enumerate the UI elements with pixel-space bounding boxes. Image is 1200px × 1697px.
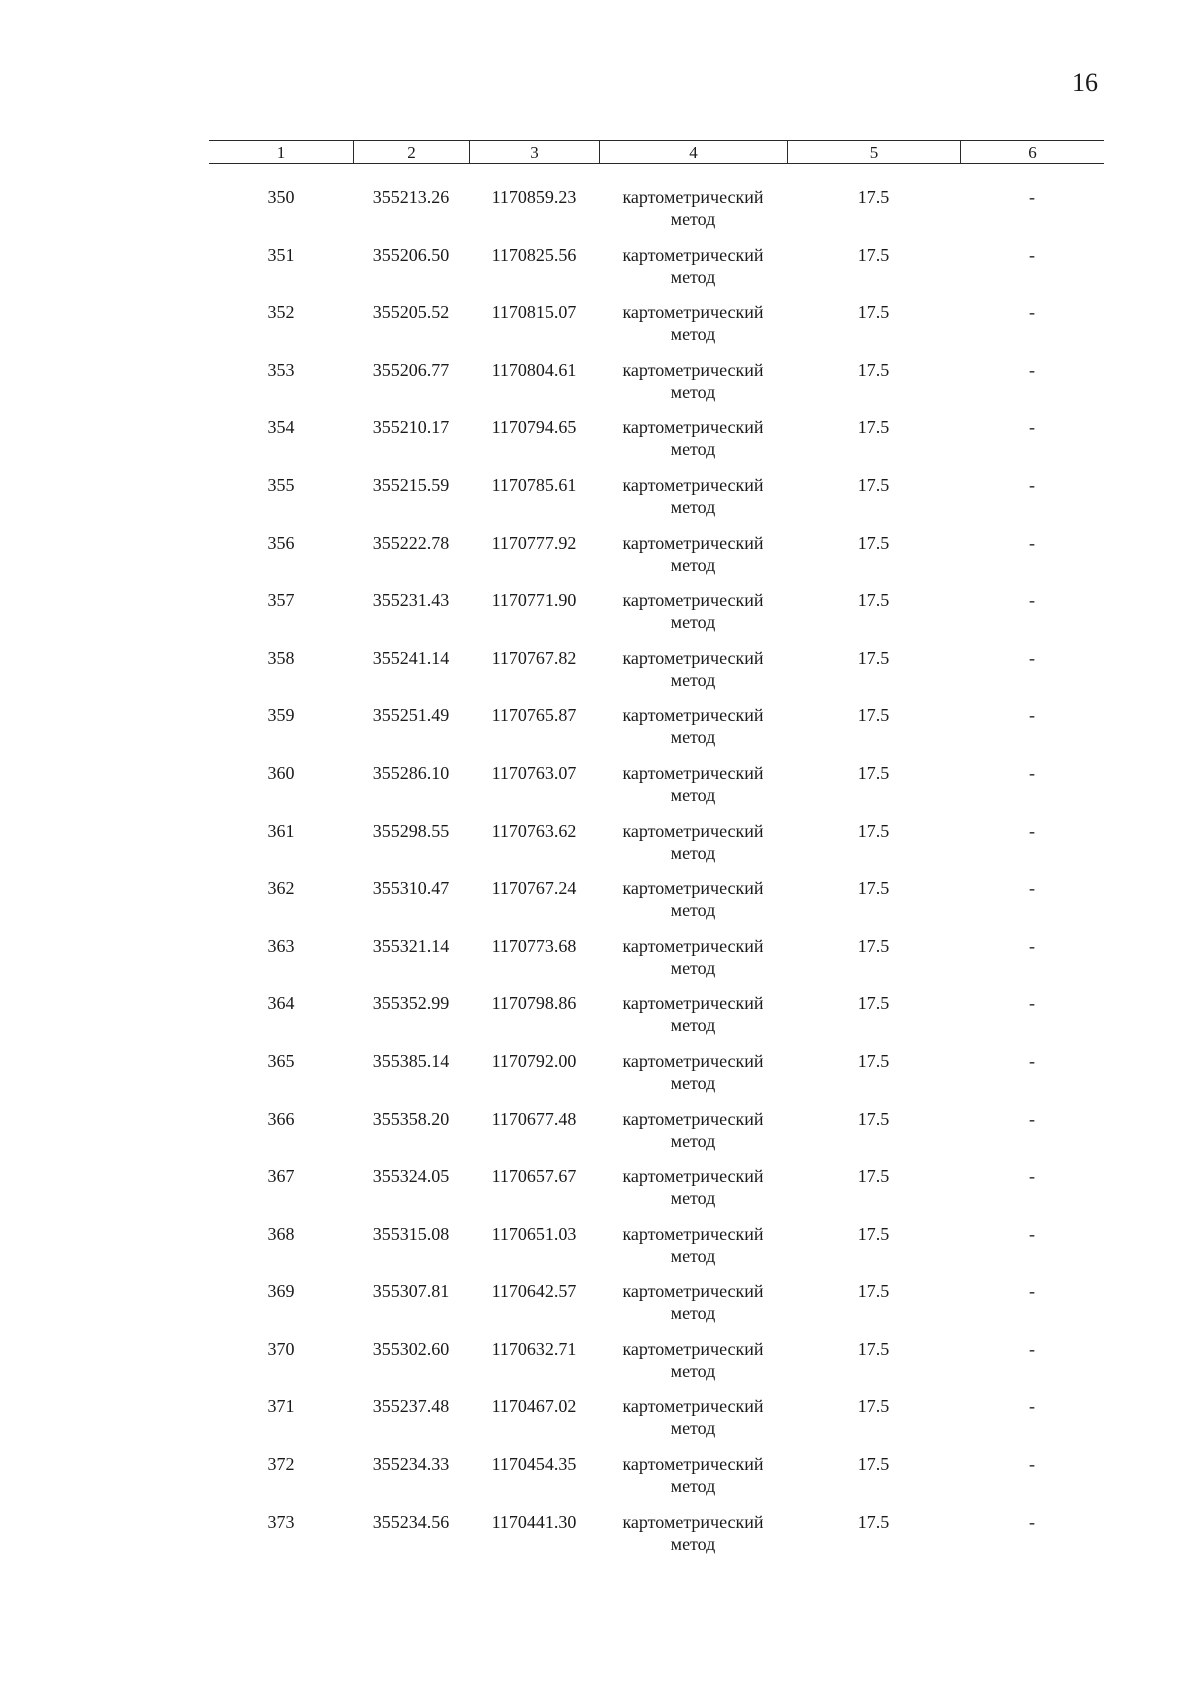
method-label-line2: метод <box>670 266 716 287</box>
x-coordinate-cell: 355298.55 <box>372 820 450 841</box>
method-label-line1: картометрический <box>622 1223 764 1244</box>
y-coordinate-cell: 1170785.61 <box>491 474 577 495</box>
method-cell <box>599 820 787 878</box>
accuracy-cell: 17.5 <box>857 1511 890 1532</box>
table-row <box>209 1050 1104 1108</box>
method-label-line2: метод <box>670 784 716 805</box>
method-label-line1: картометрический <box>622 1396 764 1417</box>
accuracy-cell: 17.5 <box>857 302 890 323</box>
x-coordinate-cell: 355210.17 <box>372 417 450 438</box>
method-cell <box>599 1338 787 1396</box>
point-number-cell: 355 <box>267 474 295 495</box>
table-row <box>209 1165 1104 1223</box>
table-row <box>209 1338 1104 1396</box>
y-coordinate-cell: 1170632.71 <box>491 1338 577 1359</box>
table-header-row <box>209 140 1104 164</box>
x-coordinate-cell: 355315.08 <box>372 1223 450 1244</box>
point-number-cell: 370 <box>267 1338 295 1359</box>
x-coordinate-cell: 355241.14 <box>372 647 450 668</box>
point-number-cell: 359 <box>267 705 295 726</box>
accuracy-cell: 17.5 <box>857 1108 890 1129</box>
column-header-2: 2 <box>353 141 469 163</box>
method-label-line2: метод <box>670 381 716 402</box>
method-cell <box>599 647 787 705</box>
note-cell: - <box>1029 187 1035 207</box>
y-coordinate-cell: 1170763.07 <box>491 762 577 783</box>
method-label-line1: картометрический <box>622 1281 764 1302</box>
note-cell: - <box>1029 762 1035 783</box>
accuracy-cell: 17.5 <box>857 762 890 783</box>
y-coordinate-cell: 1170794.65 <box>491 417 577 438</box>
table-row <box>209 532 1104 590</box>
x-coordinate-cell: 355213.26 <box>372 187 450 207</box>
method-label-line2: метод <box>670 496 716 517</box>
note-cell: - <box>1029 1338 1035 1359</box>
point-number-cell: 364 <box>267 993 295 1014</box>
method-label-line1: картометрический <box>622 1511 764 1532</box>
table-row <box>209 762 1104 820</box>
method-cell <box>599 416 787 474</box>
method-label-line1: картометрический <box>622 1454 764 1475</box>
method-label-line2: метод <box>670 1188 716 1209</box>
note-cell: - <box>1029 1050 1035 1071</box>
point-number-cell: 362 <box>267 878 295 899</box>
method-label-line1: картометрический <box>622 532 764 553</box>
point-number-cell: 358 <box>267 647 295 668</box>
y-coordinate-cell: 1170467.02 <box>491 1396 577 1417</box>
method-cell <box>599 1511 787 1569</box>
y-coordinate-cell: 1170859.23 <box>491 187 577 207</box>
method-label-line1: картометрический <box>622 762 764 783</box>
accuracy-cell: 17.5 <box>857 474 890 495</box>
y-coordinate-cell: 1170792.00 <box>491 1050 577 1071</box>
method-label-line2: метод <box>670 669 716 690</box>
point-number-cell: 368 <box>267 1223 295 1244</box>
note-cell: - <box>1029 935 1035 956</box>
method-label-line1: картометрический <box>622 878 764 899</box>
method-label-line2: метод <box>670 900 716 921</box>
x-coordinate-cell: 355251.49 <box>372 705 450 726</box>
note-cell: - <box>1029 1396 1035 1417</box>
table-row <box>209 704 1104 762</box>
accuracy-cell: 17.5 <box>857 647 890 668</box>
point-number-cell: 363 <box>267 935 295 956</box>
table-row <box>209 1453 1104 1511</box>
table-row <box>209 301 1104 359</box>
method-label-line2: метод <box>670 1418 716 1439</box>
y-coordinate-cell: 1170773.68 <box>491 935 577 956</box>
note-cell: - <box>1029 244 1035 265</box>
y-coordinate-cell: 1170677.48 <box>491 1108 577 1129</box>
method-cell <box>599 1108 787 1166</box>
table-row <box>209 1511 1104 1569</box>
accuracy-cell: 17.5 <box>857 1281 890 1302</box>
method-label-line1: картометрический <box>622 993 764 1014</box>
method-label-line2: метод <box>670 842 716 863</box>
table-row <box>209 1395 1104 1453</box>
method-label-line2: метод <box>670 1476 716 1497</box>
y-coordinate-cell: 1170804.61 <box>491 359 577 380</box>
point-number-cell: 361 <box>267 820 295 841</box>
point-number-cell: 352 <box>267 302 295 323</box>
point-number-cell: 371 <box>267 1396 295 1417</box>
method-cell <box>599 532 787 590</box>
note-cell: - <box>1029 820 1035 841</box>
table-row <box>209 877 1104 935</box>
method-label-line2: метод <box>670 1072 716 1093</box>
method-cell <box>599 762 787 820</box>
y-coordinate-cell: 1170642.57 <box>491 1281 577 1302</box>
y-coordinate-cell: 1170657.67 <box>491 1166 577 1187</box>
note-cell: - <box>1029 532 1035 553</box>
y-coordinate-cell: 1170765.87 <box>491 705 577 726</box>
x-coordinate-cell: 355307.81 <box>372 1281 450 1302</box>
table-row <box>209 589 1104 647</box>
table-row <box>209 1280 1104 1338</box>
method-label-line1: картометрический <box>622 1166 764 1187</box>
method-label-line1: картометрический <box>622 187 764 207</box>
method-cell <box>599 1280 787 1338</box>
x-coordinate-cell: 355310.47 <box>372 878 450 899</box>
y-coordinate-cell: 1170767.82 <box>491 647 577 668</box>
method-cell <box>599 1050 787 1108</box>
x-coordinate-cell: 355205.52 <box>372 302 450 323</box>
y-coordinate-cell: 1170771.90 <box>491 590 577 611</box>
x-coordinate-cell: 355234.33 <box>372 1454 450 1475</box>
note-cell: - <box>1029 1454 1035 1475</box>
column-header-5: 5 <box>787 141 960 163</box>
x-coordinate-cell: 355215.59 <box>372 474 450 495</box>
table-row <box>209 416 1104 474</box>
table-row <box>209 935 1104 993</box>
method-label-line1: картометрический <box>622 302 764 323</box>
method-cell <box>599 704 787 762</box>
x-coordinate-cell: 355206.77 <box>372 359 450 380</box>
accuracy-cell: 17.5 <box>857 532 890 553</box>
method-label-line1: картометрический <box>622 359 764 380</box>
accuracy-cell: 17.5 <box>857 1050 890 1071</box>
x-coordinate-cell: 355385.14 <box>372 1050 450 1071</box>
y-coordinate-cell: 1170651.03 <box>491 1223 577 1244</box>
accuracy-cell: 17.5 <box>857 1338 890 1359</box>
method-cell <box>599 1395 787 1453</box>
note-cell: - <box>1029 1281 1035 1302</box>
method-cell <box>599 474 787 532</box>
method-label-line2: метод <box>670 1245 716 1266</box>
note-cell: - <box>1029 302 1035 323</box>
x-coordinate-cell: 355222.78 <box>372 532 450 553</box>
method-cell <box>599 877 787 935</box>
coordinates-table <box>209 140 1104 1568</box>
method-cell <box>599 1165 787 1223</box>
accuracy-cell: 17.5 <box>857 820 890 841</box>
method-label-line2: метод <box>670 1360 716 1381</box>
method-label-line1: картометрический <box>622 417 764 438</box>
method-label-line2: метод <box>670 324 716 345</box>
page-number: 16 <box>1072 68 1098 97</box>
table-row <box>209 244 1104 302</box>
note-cell: - <box>1029 878 1035 899</box>
y-coordinate-cell: 1170441.30 <box>491 1511 577 1532</box>
method-label-line1: картометрический <box>622 474 764 495</box>
method-label-line2: метод <box>670 209 716 229</box>
accuracy-cell: 17.5 <box>857 935 890 956</box>
y-coordinate-cell: 1170767.24 <box>491 878 577 899</box>
method-cell <box>599 589 787 647</box>
point-number-cell: 372 <box>267 1454 295 1475</box>
table-row <box>209 647 1104 705</box>
method-label-line2: метод <box>670 957 716 978</box>
method-label-line1: картометрический <box>622 1108 764 1129</box>
note-cell: - <box>1029 1108 1035 1129</box>
column-header-3: 3 <box>469 141 599 163</box>
column-header-6: 6 <box>960 141 1104 163</box>
method-label-line1: картометрический <box>622 935 764 956</box>
table-body <box>209 186 1104 1568</box>
x-coordinate-cell: 355302.60 <box>372 1338 450 1359</box>
point-number-cell: 350 <box>267 187 295 207</box>
table-row <box>209 1223 1104 1281</box>
method-label-line1: картометрический <box>622 647 764 668</box>
point-number-cell: 360 <box>267 762 295 783</box>
note-cell: - <box>1029 474 1035 495</box>
note-cell: - <box>1029 417 1035 438</box>
accuracy-cell: 17.5 <box>857 1166 890 1187</box>
table-row <box>209 359 1104 417</box>
method-label-line1: картометрический <box>622 244 764 265</box>
point-number-cell: 351 <box>267 244 295 265</box>
accuracy-cell: 17.5 <box>857 705 890 726</box>
method-label-line1: картометрический <box>622 1338 764 1359</box>
method-label-line2: метод <box>670 439 716 460</box>
y-coordinate-cell: 1170777.92 <box>491 532 577 553</box>
method-cell <box>599 244 787 302</box>
x-coordinate-cell: 355321.14 <box>372 935 450 956</box>
method-cell <box>599 186 787 244</box>
method-label-line1: картометрический <box>622 705 764 726</box>
accuracy-cell: 17.5 <box>857 417 890 438</box>
accuracy-cell: 17.5 <box>857 1454 890 1475</box>
x-coordinate-cell: 355324.05 <box>372 1166 450 1187</box>
x-coordinate-cell: 355286.10 <box>372 762 450 783</box>
accuracy-cell: 17.5 <box>857 590 890 611</box>
note-cell: - <box>1029 993 1035 1014</box>
note-cell: - <box>1029 1166 1035 1187</box>
x-coordinate-cell: 355358.20 <box>372 1108 450 1129</box>
y-coordinate-cell: 1170815.07 <box>491 302 577 323</box>
method-label-line2: метод <box>670 554 716 575</box>
table-row <box>209 992 1104 1050</box>
method-label-line2: метод <box>670 727 716 748</box>
point-number-cell: 356 <box>267 532 295 553</box>
y-coordinate-cell: 1170454.35 <box>491 1454 577 1475</box>
method-label-line1: картометрический <box>622 1050 764 1071</box>
method-cell <box>599 935 787 993</box>
accuracy-cell: 17.5 <box>857 359 890 380</box>
accuracy-cell: 17.5 <box>857 993 890 1014</box>
x-coordinate-cell: 355234.56 <box>372 1511 450 1532</box>
x-coordinate-cell: 355237.48 <box>372 1396 450 1417</box>
table-row <box>209 820 1104 878</box>
note-cell: - <box>1029 647 1035 668</box>
x-coordinate-cell: 355206.50 <box>372 244 450 265</box>
method-cell <box>599 1223 787 1281</box>
method-cell <box>599 301 787 359</box>
point-number-cell: 357 <box>267 590 295 611</box>
y-coordinate-cell: 1170763.62 <box>491 820 577 841</box>
method-cell <box>599 1453 787 1511</box>
column-header-4: 4 <box>599 141 787 163</box>
point-number-cell: 353 <box>267 359 295 380</box>
method-label-line1: картометрический <box>622 820 764 841</box>
method-label-line2: метод <box>670 1130 716 1151</box>
table-row <box>209 186 1104 244</box>
y-coordinate-cell: 1170798.86 <box>491 993 577 1014</box>
note-cell: - <box>1029 705 1035 726</box>
note-cell: - <box>1029 359 1035 380</box>
note-cell: - <box>1029 1223 1035 1244</box>
x-coordinate-cell: 355231.43 <box>372 590 450 611</box>
table-row <box>209 474 1104 532</box>
point-number-cell: 354 <box>267 417 295 438</box>
x-coordinate-cell: 355352.99 <box>372 993 450 1014</box>
point-number-cell: 369 <box>267 1281 295 1302</box>
accuracy-cell: 17.5 <box>857 1396 890 1417</box>
method-cell <box>599 992 787 1050</box>
method-label-line2: метод <box>670 612 716 633</box>
accuracy-cell: 17.5 <box>857 244 890 265</box>
method-label-line2: метод <box>670 1303 716 1324</box>
point-number-cell: 367 <box>267 1166 295 1187</box>
accuracy-cell: 17.5 <box>857 187 890 207</box>
point-number-cell: 366 <box>267 1108 295 1129</box>
y-coordinate-cell: 1170825.56 <box>491 244 577 265</box>
accuracy-cell: 17.5 <box>857 1223 890 1244</box>
point-number-cell: 373 <box>267 1511 295 1532</box>
point-number-cell: 365 <box>267 1050 295 1071</box>
method-label-line2: метод <box>670 1533 716 1554</box>
note-cell: - <box>1029 590 1035 611</box>
method-label-line1: картометрический <box>622 590 764 611</box>
column-header-1: 1 <box>276 142 286 162</box>
note-cell: - <box>1029 1511 1035 1532</box>
table-row <box>209 1108 1104 1166</box>
accuracy-cell: 17.5 <box>857 878 890 899</box>
method-label-line2: метод <box>670 1015 716 1036</box>
method-cell <box>599 359 787 417</box>
